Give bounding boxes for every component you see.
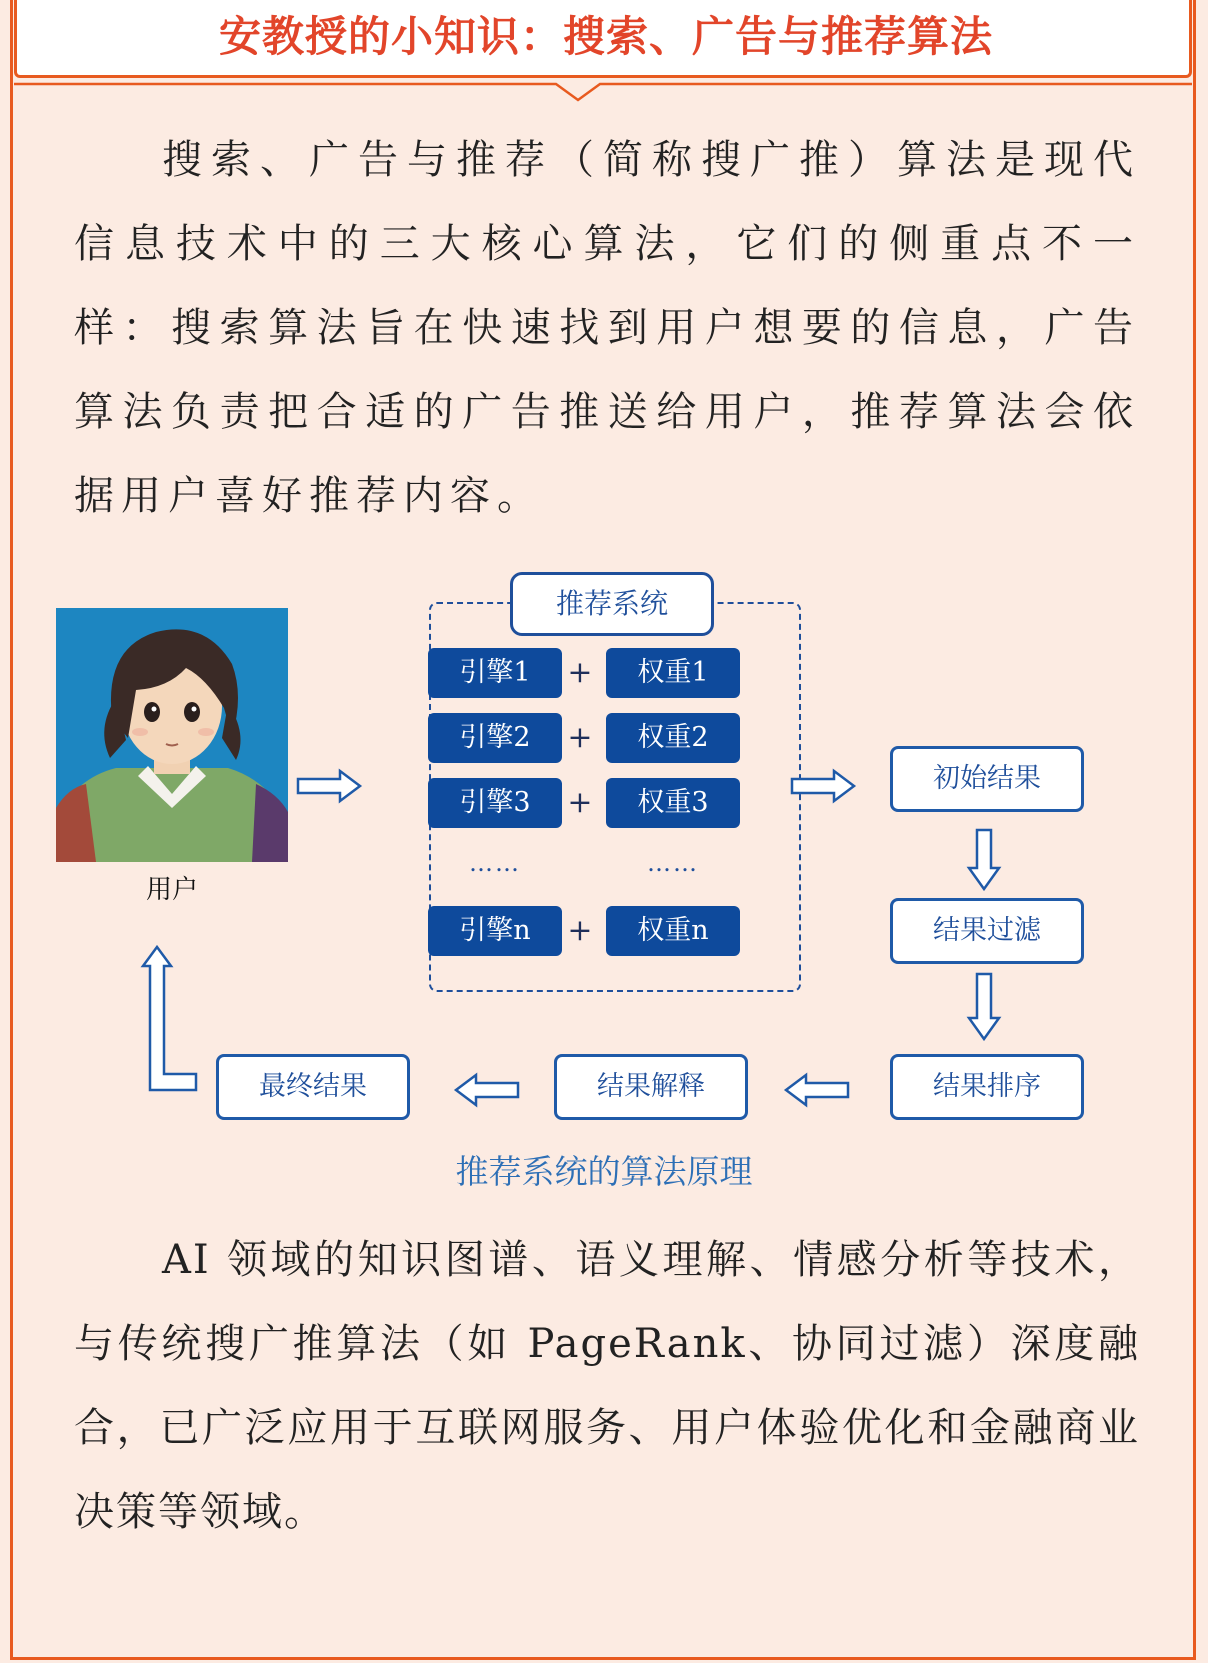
- engine-2: 引擎2: [428, 713, 562, 763]
- arrow-down-icon: [966, 828, 1002, 892]
- plus-sign: +: [567, 655, 593, 690]
- weight-1: 权重1: [606, 648, 740, 698]
- arrow-left-icon: [782, 1072, 850, 1108]
- weight-n: 权重n: [606, 906, 740, 956]
- engine-ellipsis: ……: [469, 849, 521, 877]
- plus-sign: +: [567, 785, 593, 820]
- engine-n: 引擎n: [428, 906, 562, 956]
- step-result-explanation: 结果解释: [554, 1054, 748, 1120]
- step-result-filtering: 结果过滤: [890, 898, 1084, 964]
- header-divider: [14, 82, 1192, 102]
- user-label: 用户: [145, 875, 198, 905]
- engine-1: 引擎1: [428, 648, 562, 698]
- intro-paragraph: 搜索、广告与推荐（简称搜广推）算法是现代信息技术中的三大核心算法，它们的侧重点不一样：搜索算法旨在快速找到用户想要的信息，广告算法负责把合适的广告推送给用户，推荐算法会依据用户喜好推荐内容。: [74, 137, 1140, 519]
- page-title: 安教授的小知识：搜索、广告与推荐算法: [218, 12, 993, 61]
- weight-ellipsis: ……: [647, 849, 699, 877]
- arrow-right-icon: [790, 768, 858, 804]
- user-avatar-illustration: [56, 608, 288, 862]
- arrow-left-icon: [452, 1072, 520, 1108]
- return-arrow-icon: [140, 944, 200, 1094]
- arrow-right-icon: [296, 768, 364, 804]
- arrow-down-icon: [966, 972, 1002, 1042]
- weight-3: 权重3: [606, 778, 740, 828]
- recommendation-diagram: [0, 560, 1208, 1180]
- system-title: 推荐系统: [510, 572, 714, 636]
- closing-paragraph: AI 领域的知识图谱、语义理解、情感分析等技术，与传统搜广推算法（如 PageRank、协同过滤）深度融合，已广泛应用于互联网服务、用户体验优化和金融商业决策等领域。: [74, 1237, 1140, 1535]
- girl-avatar-icon: [56, 608, 288, 862]
- diagram-caption: 推荐系统的算法原理: [455, 1152, 753, 1191]
- plus-sign: +: [567, 720, 593, 755]
- step-initial-results: 初始结果: [890, 746, 1084, 812]
- step-result-sorting: 结果排序: [890, 1054, 1084, 1120]
- header-banner: [14, 0, 1192, 78]
- engine-3: 引擎3: [428, 778, 562, 828]
- weight-2: 权重2: [606, 713, 740, 763]
- step-final-results: 最终结果: [216, 1054, 410, 1120]
- plus-sign: +: [567, 913, 593, 948]
